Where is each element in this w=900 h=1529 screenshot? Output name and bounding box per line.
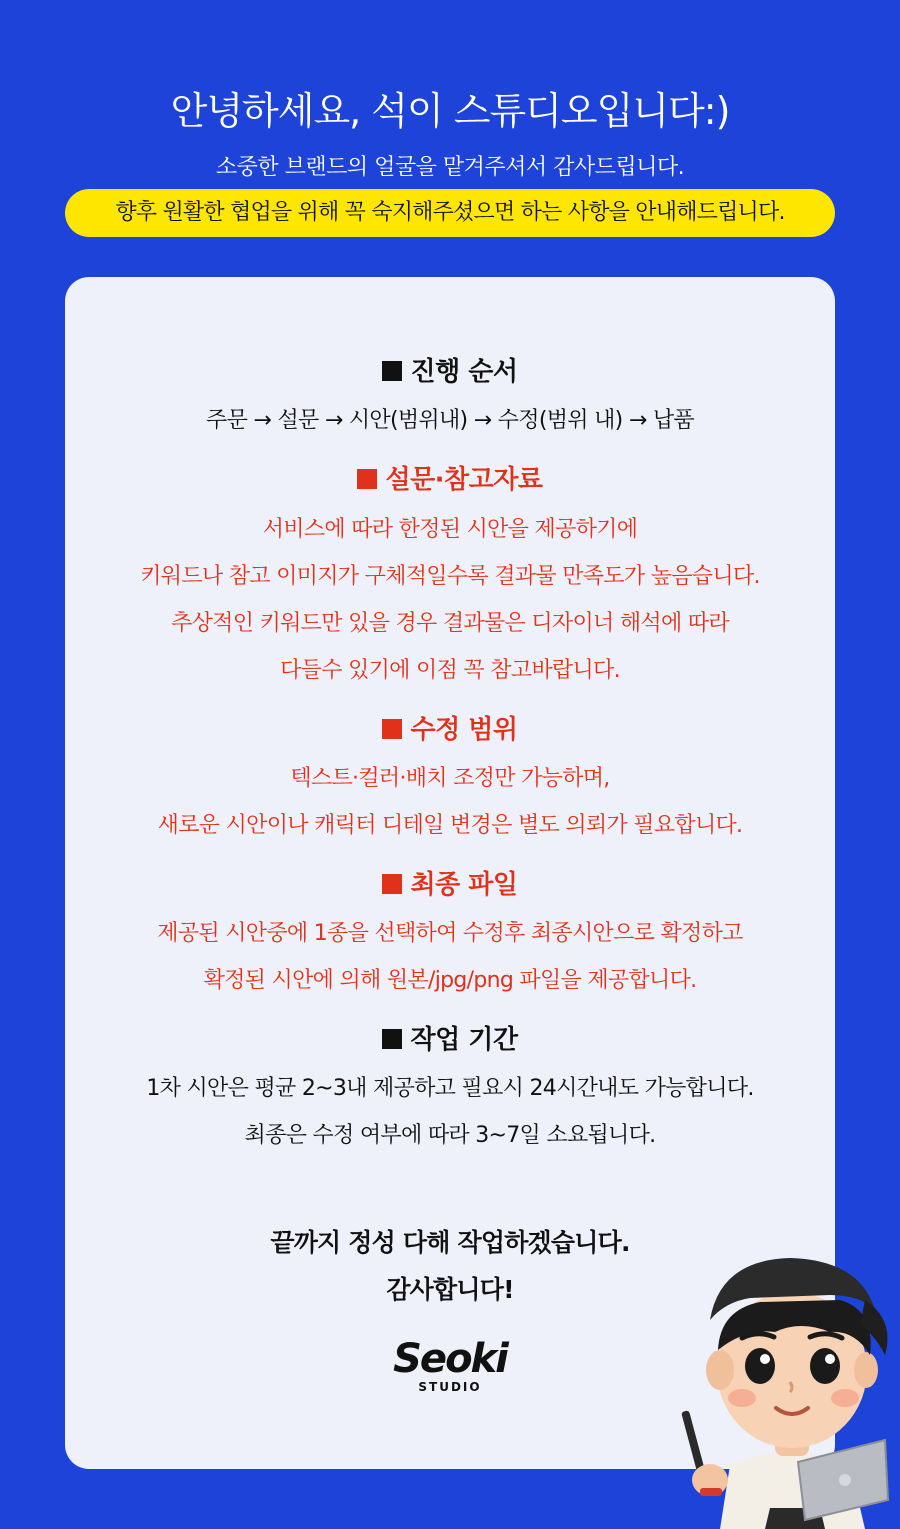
section-title-period: 작업 기간	[65, 1019, 835, 1056]
square-bullet-icon	[382, 361, 402, 381]
page-subtitle: 소중한 브랜드의 얼굴을 맡겨주셔서 감사드립니다.	[215, 155, 685, 180]
section-line: 확정된 시안에 의해 원본/jpg/png 파일을 제공합니다.	[203, 968, 697, 993]
square-bullet-icon	[382, 719, 402, 739]
studio-logo	[385, 1337, 515, 1393]
cartoon-mascot-illustration	[680, 1240, 900, 1529]
section-line: 서비스에 따라 한정된 시안을 제공하기에	[262, 517, 638, 542]
section-title-process: 진행 순서	[65, 351, 835, 388]
section-line: 주문 → 설문 → 시안(범위내) → 수정(범위 내) → 납품	[206, 408, 694, 433]
section-line: 새로운 시안이나 캐릭터 디테일 변경은 별도 의뢰가 필요합니다.	[157, 813, 743, 838]
closing-thanks: 감사합니다!	[386, 1275, 514, 1304]
section-title-revision: 수정 범위	[65, 709, 835, 746]
section-title-survey: 설문·참고자료	[65, 459, 835, 496]
notice-banner: 향후 원활한 협업을 위해 꼭 숙지해주셨으면 하는 사항을 안내해드립니다.	[65, 189, 835, 237]
section-line: 제공된 시안중에 1종을 선택하여 수정후 최종시안으로 확정하고	[157, 921, 743, 946]
section-line: 추상적인 키워드만 있을 경우 결과물은 디자이너 해석에 따라	[171, 611, 729, 636]
section-line: 다들수 있기에 이점 꼭 참고바랍니다.	[280, 658, 620, 683]
section-line: 1차 시안은 평균 2~3내 제공하고 필요시 24시간내도 가능합니다.	[146, 1076, 754, 1101]
page-title: 안녕하세요, 석이 스튜디오입니다:)	[170, 89, 730, 133]
logo-wordmark: Seoki	[393, 1336, 507, 1382]
closing-line: 끝까지 정성 다해 작업하겠습니다.	[270, 1228, 630, 1257]
section-line: 최종은 수정 여부에 따라 3~7일 소요됩니다.	[244, 1123, 656, 1148]
logo-subtext: STUDIO	[418, 1380, 482, 1394]
square-bullet-icon	[382, 874, 402, 894]
square-bullet-icon	[382, 1029, 402, 1049]
square-bullet-icon	[357, 469, 377, 489]
section-line: 키워드나 참고 이미지가 구체적일수록 결과물 만족도가 높음습니다.	[140, 564, 760, 589]
section-line: 텍스트·컬러·배치 조정만 가능하며,	[290, 766, 610, 791]
section-title-final-file: 최종 파일	[65, 864, 835, 901]
